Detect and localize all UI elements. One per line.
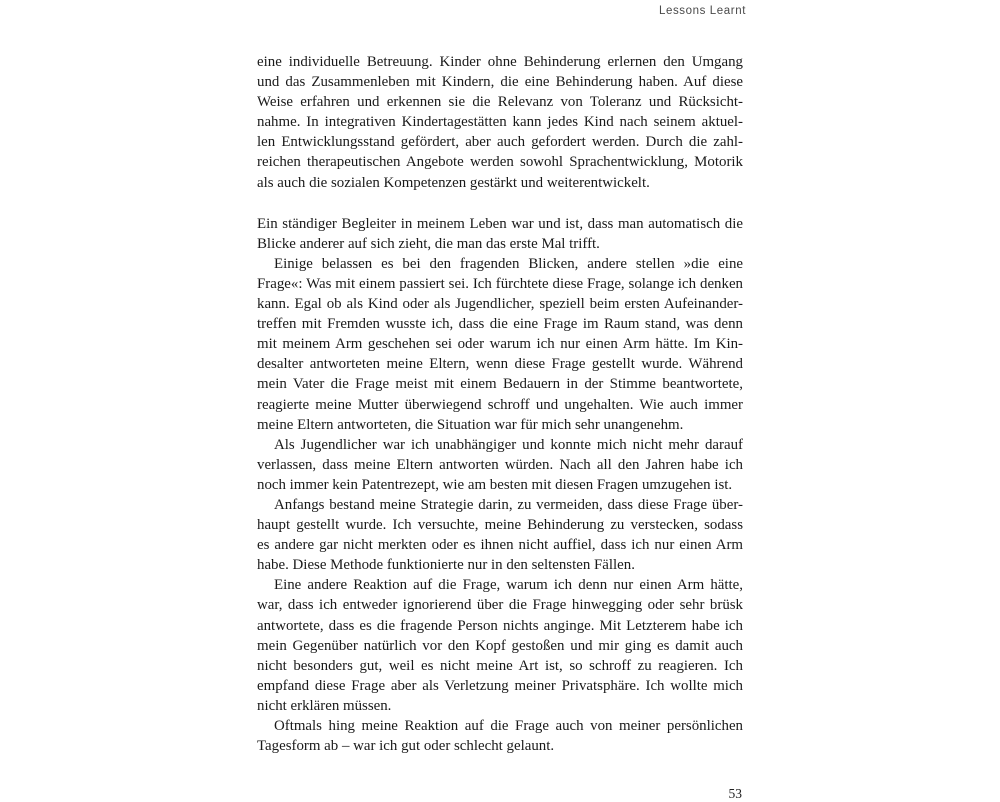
text-line: habe. Diese Methode funktionierte nur in den seltensten Fällen. — [257, 557, 635, 574]
text-line: Blicke anderer auf sich zieht, die man das erste Mal trifft. — [257, 235, 600, 252]
paragraph-6 — [257, 575, 743, 716]
text-line: verlassen, dass meine Eltern antworten würden. Nach all den Jahren habe ich — [257, 456, 743, 473]
paragraph-4 — [257, 435, 743, 495]
text-line: Anfangs bestand meine Strategie darin, zu vermeiden, dass diese Frage über- — [274, 496, 743, 513]
paragraph-5 — [257, 495, 743, 575]
text-line: mein Gegenüber natürlich vor den Kopf gestoßen und mir ging es damit auch — [257, 637, 743, 654]
body-text — [257, 52, 743, 756]
text-line: reichen therapeutischen Angebote werden sowohl Sprachentwicklung, Motorik — [257, 154, 743, 171]
paragraph-2 — [257, 214, 743, 254]
text-line: Tagesform ab – war ich gut oder schlecht gelaunt. — [257, 738, 555, 755]
text-line: empfand diese Frage aber als Verletzung meiner Privatsphäre. Ich wollte mich — [257, 677, 743, 694]
text-line: meine Eltern antworteten, die Situation war für mich sehr unangenehm. — [257, 416, 684, 433]
text-line: Einige belassen es bei den fragenden Blicken, andere stellen »die eine — [274, 255, 743, 272]
text-line: noch immer kein Patentrezept, wie am besten mit diesen Fragen umzugehen ist. — [257, 476, 733, 493]
paragraph-3 — [257, 254, 743, 435]
text-line: eine individuelle Betreuung. Kinder ohne Behinderung erlernen den Umgang — [257, 54, 743, 70]
text-line: Oftmals hing meine Reaktion auf die Frage auch von meiner persönlichen — [274, 718, 743, 734]
text-line: Als Jugendlicher war ich unabhängiger und konnte mich nicht mehr darauf — [274, 436, 743, 453]
text-line: mit meinem Arm geschehen sei oder warum ich nur einen Arm hätte. Im Kin- — [257, 336, 743, 353]
running-header: Lessons Learnt — [658, 5, 746, 17]
paragraph-1 — [257, 52, 743, 193]
text-line: kann. Egal ob als Kind oder als Jugendlicher, speziell beim ersten Aufeinander- — [257, 296, 743, 313]
text-line: Weise erfahren und erkennen sie die Relevanz von Toleranz und Rücksicht- — [257, 94, 743, 111]
text-line: len Entwicklungsstand gefördert, aber auch gefordert werden. Durch die zahl- — [257, 134, 743, 151]
text-line: nicht erklären müssen. — [257, 697, 392, 714]
text-line: treffen mit Fremden wusste ich, dass die eine Frage im Raum stand, was denn — [257, 316, 743, 333]
text-line: haupt gestellt wurde. Ich versuchte, meine Behinderung zu verstecken, sodass — [257, 517, 743, 534]
text-line: als auch die sozialen Kompetenzen gestärkt und weiterentwickelt. — [257, 174, 650, 191]
text-line: Frage«: Was mit einem passiert sei. Ich fürchtete diese Frage, solange ich denken — [257, 275, 743, 292]
text-line: es andere gar nicht merkten oder es ihnen nicht auffiel, dass ich nur einen Arm — [257, 537, 743, 554]
text-line: mein Vater die Frage meist mit einem Bedauern in der Stimme beantwortete, — [257, 376, 743, 393]
text-line: desalter antworteten meine Eltern, wenn diese Frage gestellt wurde. Während — [257, 356, 743, 373]
text-line: Ein ständiger Begleiter in meinem Leben war und ist, dass man automatisch die — [257, 215, 743, 232]
text-line: war, dass ich entweder ignorierend über die Frage hinwegging oder sehr brüsk — [257, 597, 743, 614]
page-number: 53 — [728, 786, 742, 801]
text-line: Eine andere Reaktion auf die Frage, warum ich denn nur einen Arm hätte, — [274, 577, 743, 594]
text-line: und das Zusammenleben mit Kindern, die eine Behinderung haben. Auf diese — [257, 74, 743, 91]
text-line: nahme. In integrativen Kindertagestätten kann jedes Kind nach seinem aktuel- — [257, 114, 743, 131]
section-break — [257, 193, 743, 214]
paragraph-7 — [257, 716, 743, 756]
text-line: reagierte meine Mutter überwiegend schroff und ungehalten. Wie auch immer — [257, 396, 743, 413]
text-line: antwortete, dass es die fragende Person nichts anginge. Mit Letzterem habe ich — [257, 617, 743, 634]
text-line: nicht besonders gut, weil es nicht meine Art ist, so schroff zu reagieren. Ich — [257, 657, 743, 674]
